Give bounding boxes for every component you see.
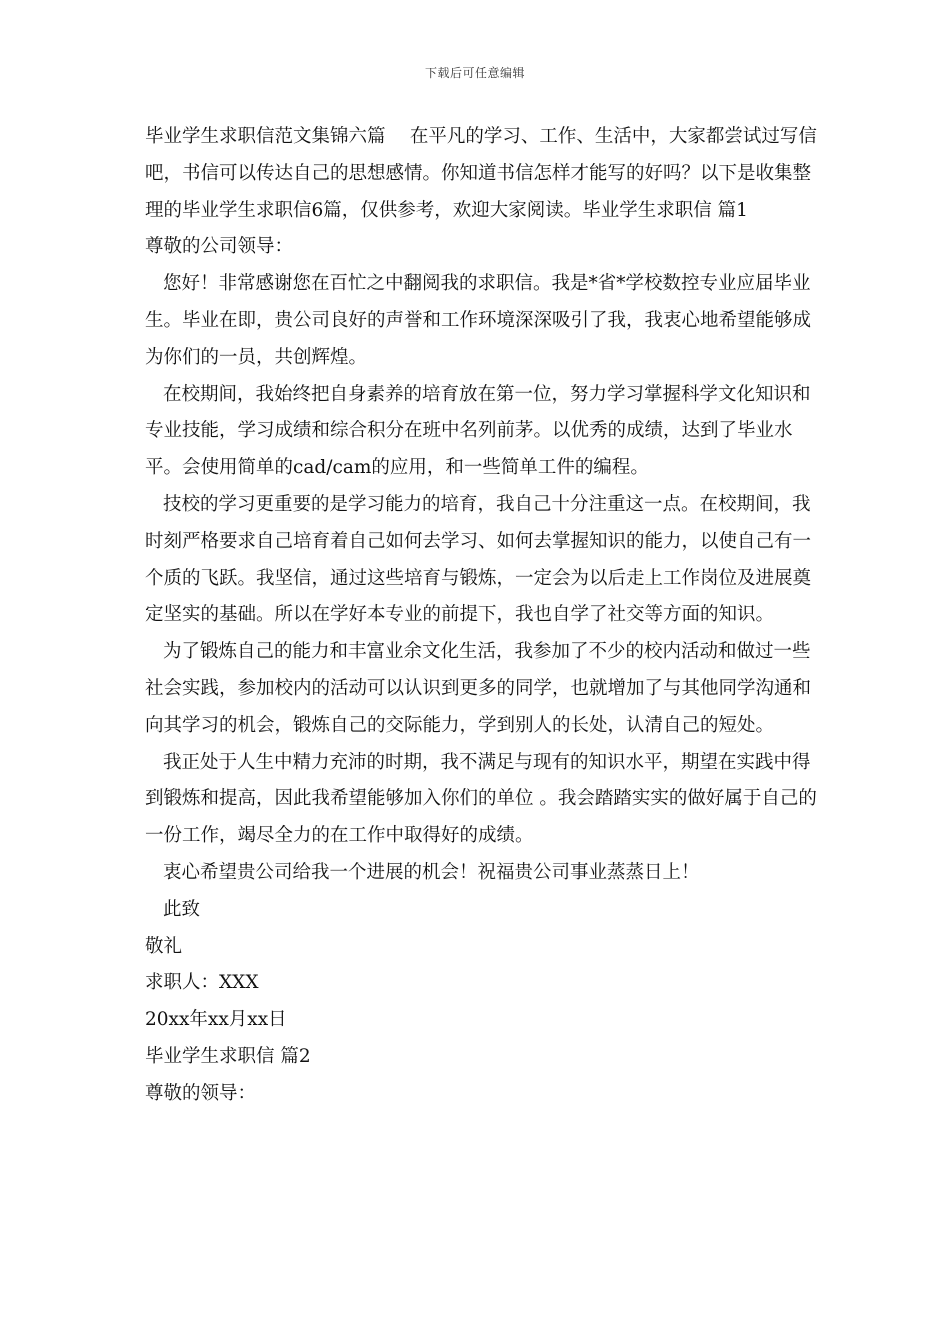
salutation: 尊敬的领导： — [145, 1082, 257, 1104]
body-paragraph: 为了锻炼自己的能力和丰富业余文化生活，我参加了不少的校内活动和做过一些社会实践，参加校内的活动可以认识到更多的同学，也就增加了与其他同学沟通和向其学习的机会，锻炼自己的交际能力，学到别人的长处，认清自己的短处。 — [145, 641, 812, 736]
body-paragraph: 您好！非常感谢您在百忙之中翻阅我的求职信。我是*省*学校数控专业应届毕业生。毕业在即，贵公司良好的声誉和工作环境深深吸引了我，我衷心地希望能够成为你们的一员，共创辉煌。 — [145, 273, 812, 368]
intro-paragraph: 毕业学生求职信范文集锦六篇 在平凡的学习、工作、生活中，大家都尝试过写信吧，书信可以传达自己的思想感情。你知道书信怎样才能写的好吗？以下是收集整理的毕业学生求职信6篇，仅供参考，欢迎大家阅读。毕业学生求职信 篇1 — [145, 126, 817, 221]
body-paragraph: 我正处于人生中精力充沛的时期，我不满足与现有的知识水平，期望在实践中得到锻炼和提高，因此我希望能够加入你们的单位 。我会踏踏实实的做好属于自己的一份工作，竭尽全力的在工作中取得好的成绩。 — [145, 751, 817, 847]
page-header-note: 下载后可任意编辑 — [424, 66, 525, 80]
salutation: 尊敬的公司领导： — [145, 236, 294, 258]
section-heading: 毕业学生求职信 篇2 — [145, 1045, 311, 1067]
letter-date: 20xx年xx月xx日 — [145, 1009, 287, 1031]
signer-name: 求职人：XXX — [145, 972, 259, 994]
body-paragraph: 技校的学习更重要的是学习能力的培育，我自己十分注重这一点。在校期间，我时刻严格要求自己培育着自己如何去学习、如何去掌握知识的能力，以使自己有一个质的飞跃。我坚信，通过这些培育与锻炼，一定会为以后走上工作岗位及进展奠定坚实的基础。所以在学好本专业的前提下，我也自学了社交等方面的知识。 — [145, 493, 812, 626]
body-paragraph: 衷心希望贵公司给我一个进展的机会！祝福贵公司事业蒸蒸日上！ — [163, 861, 700, 883]
closing-regards: 敬礼 — [145, 935, 183, 957]
closing-line: 此致 — [163, 898, 201, 920]
body-paragraph: 在校期间，我始终把自身素养的培育放在第一位，努力学习掌握科学文化知识和专业技能，学习成绩和综合积分在班中名列前茅。以优秀的成绩，达到了毕业水平。会使用简单的cad/cam的应用，和一些简单工件的编程。 — [145, 383, 811, 479]
document-body — [145, 119, 825, 1113]
